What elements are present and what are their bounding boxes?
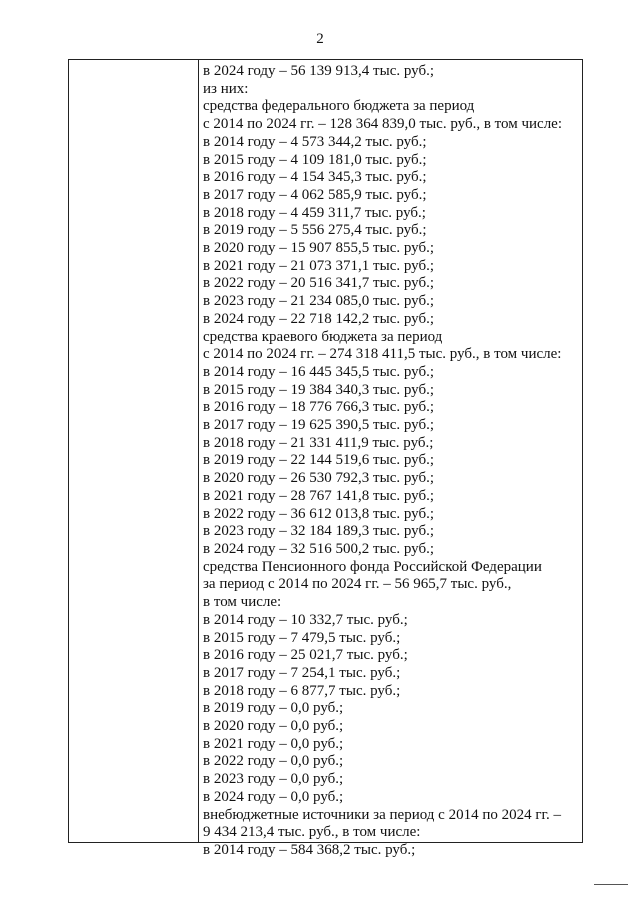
text-line: в 2014 году – 16 445 345,5 тыс. руб.; — [203, 363, 435, 380]
text-line: в 2017 году – 19 625 390,5 тыс. руб.; — [203, 417, 435, 434]
text-line: в 2019 году – 22 144 519,6 тыс. руб.; — [203, 452, 435, 469]
text-line: в 2016 году – 4 154 345,3 тыс. руб.; — [203, 169, 427, 186]
text-line: с 2014 по 2024 гг. – 274 318 411,5 тыс. руб., в том числе: — [203, 346, 562, 363]
text-line: в 2018 году – 4 459 311,7 тыс. руб.; — [203, 204, 426, 221]
text-line: в 2020 году – 0,0 руб.; — [203, 718, 344, 735]
text-line: в 2023 году – 32 184 189,3 тыс. руб.; — [203, 523, 435, 540]
text-line: в 2022 году – 20 516 341,7 тыс. руб.; — [203, 275, 435, 292]
text-line: в 2015 году – 19 384 340,3 тыс. руб.; — [203, 381, 435, 398]
text-line: в 2019 году – 5 556 275,4 тыс. руб.; — [203, 222, 427, 239]
funding-details-cell — [203, 63, 578, 860]
text-line: в 2022 году – 0,0 руб.; — [203, 753, 344, 770]
text-line: в 2024 году – 22 718 142,2 тыс. руб.; — [203, 310, 435, 327]
text-line: в 2021 году – 28 767 141,8 тыс. руб.; — [203, 487, 435, 504]
text-line: в 2020 году – 26 530 792,3 тыс. руб.; — [203, 470, 435, 487]
text-line: в том числе: — [203, 594, 282, 611]
funding-table — [68, 59, 583, 858]
text-line: в 2017 году – 4 062 585,9 тыс. руб.; — [203, 186, 427, 203]
column-divider — [198, 60, 199, 842]
text-line: в 2024 году – 56 139 913,4 тыс. руб.; — [203, 63, 435, 79]
text-line: в 2021 году – 21 073 371,1 тыс. руб.; — [203, 257, 435, 274]
text-line: за период с 2014 по 2024 гг. – 56 965,7 тыс. руб., — [203, 576, 512, 593]
text-line: из них: — [203, 80, 249, 97]
text-line: в 2015 году – 4 109 181,0 тыс. руб.; — [203, 151, 427, 168]
text-line: в 2018 году – 6 877,7 тыс. руб.; — [203, 682, 401, 699]
text-line: в 2017 году – 7 254,1 тыс. руб.; — [203, 664, 401, 681]
text-line: с 2014 по 2024 гг. – 128 364 839,0 тыс. руб., в том числе: — [203, 116, 563, 133]
text-line: в 2016 году – 25 021,7 тыс. руб.; — [203, 647, 408, 664]
text-line: в 2019 году – 0,0 руб.; — [203, 700, 344, 717]
text-line: в 2014 году – 584 368,2 тыс. руб.; — [203, 841, 416, 858]
text-line: средства краевого бюджета за период — [203, 328, 443, 345]
text-line: в 2015 году – 7 479,5 тыс. руб.; — [203, 629, 401, 646]
text-line: в 2023 году – 21 234 085,0 тыс. руб.; — [203, 293, 435, 310]
text-line: в 2024 году – 32 516 500,2 тыс. руб.; — [203, 540, 435, 557]
text-line: в 2022 году – 36 612 013,8 тыс. руб.; — [203, 505, 435, 522]
text-line: в 2016 году – 18 776 766,3 тыс. руб.; — [203, 399, 435, 416]
text-line: в 2024 году – 0,0 руб.; — [203, 788, 344, 805]
text-line: в 2014 году – 10 332,7 тыс. руб.; — [203, 611, 408, 628]
text-line: в 2021 году – 0,0 руб.; — [203, 735, 344, 752]
text-line: в 2014 году – 4 573 344,2 тыс. руб.; — [203, 133, 427, 150]
text-line: средства федерального бюджета за период — [203, 98, 475, 115]
text-line: средства Пенсионного фонда Российской Федерации — [203, 558, 542, 575]
text-line: 9 434 213,4 тыс. руб., в том числе: — [203, 824, 421, 841]
text-line: в 2023 году – 0,0 руб.; — [203, 771, 344, 788]
text-line: внебюджетные источники за период с 2014 по 2024 гг. – — [203, 806, 561, 823]
footer-mark — [594, 884, 628, 885]
text-line: в 2020 году – 15 907 855,5 тыс. руб.; — [203, 240, 435, 257]
page-number: 2 — [316, 31, 324, 47]
text-line: в 2018 году – 21 331 411,9 тыс. руб.; — [203, 434, 434, 451]
